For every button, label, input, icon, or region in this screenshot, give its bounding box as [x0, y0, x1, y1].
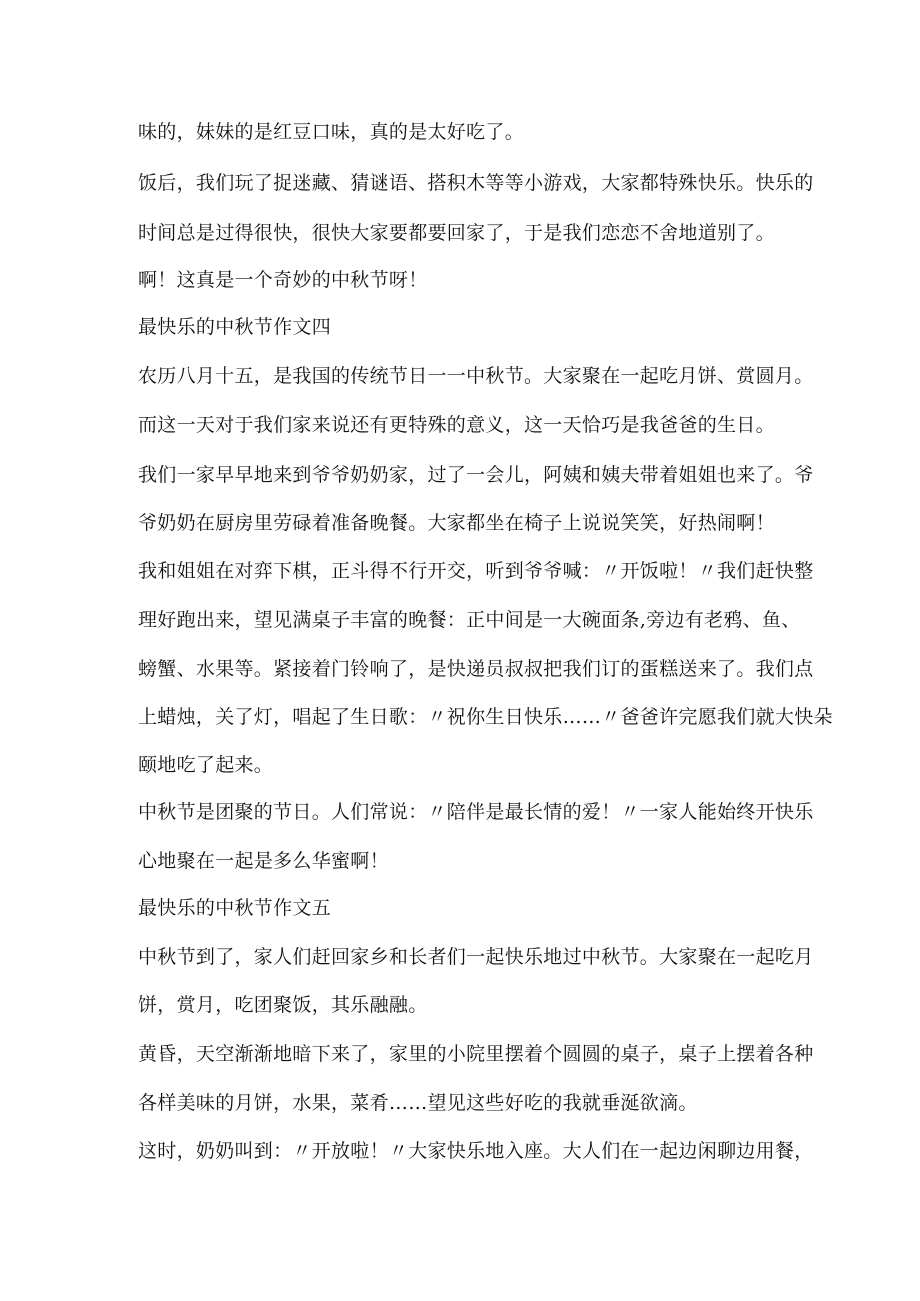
text-line: 中秋节到了，家人们赶回家乡和长者们一起快乐地过中秋节。大家聚在一起吃月	[138, 946, 814, 968]
text-line: 爷奶奶在厨房里劳碌着准备晚餐。大家都坐在椅子上说说笑笑，好热闹啊！	[138, 512, 775, 534]
text-line: 而这一天对于我们家来说还有更特殊的意义，这一天恰巧是我爸爸的生日。	[138, 414, 775, 436]
text-line: 饭后，我们玩了捉迷藏、猜谜语、搭积木等等小游戏，大家都特殊快乐。快乐的	[138, 172, 814, 194]
text-line: 这时，奶奶叫到：〃开放啦！〃大家快乐地入座。大人们在一起边闲聊边用餐，	[138, 1140, 814, 1162]
text-line: 心地聚在一起是多么华蜜啊！	[138, 850, 389, 872]
text-line: 中秋节是团聚的节日。人们常说：〃陪伴是最长情的爱！〃一家人能始终开快乐	[138, 801, 814, 823]
text-line: 各样美味的月饼，水果，菜肴……望见这些好吃的我就垂涎欲滴。	[138, 1092, 698, 1114]
text-line: 饼，赏月，吃团聚饭，其乐融融。	[138, 994, 428, 1016]
text-line: 我和姐姐在对弈下棋，正斗得不行开交，听到爷爷喊：〃开饭啦！〃我们赶快整	[138, 560, 814, 582]
section-heading: 最快乐的中秋节作文四	[138, 316, 332, 338]
text-line: 啊！这真是一个奇妙的中秋节呀！	[138, 269, 428, 291]
text-line: 时间总是过得很快，很快大家要都要回家了，于是我们恋恋不舍地道别了。	[138, 222, 775, 244]
text-line: 味的，妹妹的是红豆口味，真的是太好吃了。	[138, 121, 525, 143]
text-line: 螃蟹、水果等。紧接着门铃响了，是快递员叔叔把我们订的蛋糕送来了。我们点	[138, 658, 814, 680]
text-line: 我们一家早早地来到爷爷奶奶家，过了一会儿，阿姨和姨夫带着姐姐也来了。爷	[138, 464, 814, 486]
text-line: 颐地吃了起来。	[138, 754, 274, 776]
section-heading: 最快乐的中秋节作文五	[138, 897, 332, 919]
text-line: 上蜡烛，关了灯，唱起了生日歌：〃祝你生日快乐……〃爸爸许完愿我们就大快朵	[138, 706, 833, 728]
text-line: 黄昏，天空渐渐地暗下来了，家里的小院里摆着个圆圆的桌子，桌子上摆着各种	[138, 1043, 814, 1065]
text-line: 理好跑出来，望见满桌子丰富的晚餐：正中间是一大碗面条,旁边有老鸦、鱼、	[138, 609, 801, 631]
text-line: 农历八月十五，是我国的传统节日一一中秋节。大家聚在一起吃月饼、赏圆月。	[138, 365, 814, 387]
